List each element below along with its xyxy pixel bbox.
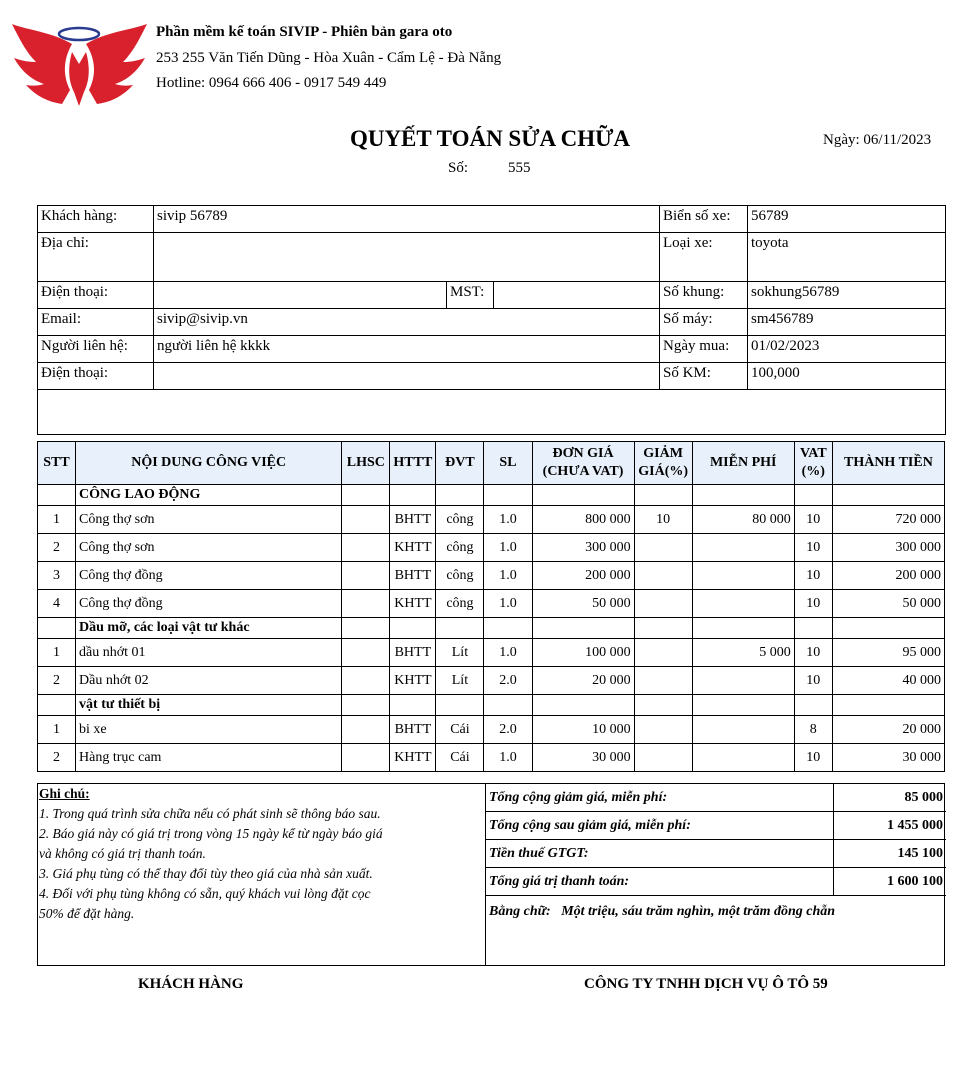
table-row [38, 639, 945, 667]
group-cell-empty [634, 695, 692, 716]
cell-dvt: công [436, 590, 484, 618]
cell-content: Hàng trục cam [76, 744, 342, 772]
group-cell-empty [38, 695, 76, 716]
page-title: QUYẾT TOÁN SỬA CHỮA [349, 126, 631, 151]
col-vat: VAT (%) [794, 442, 832, 485]
purchase-date-value: 01/02/2023 [748, 336, 946, 363]
group-cell-empty [342, 618, 390, 639]
engine-value: sm456789 [748, 309, 946, 336]
table-row [38, 590, 945, 618]
cell-content: Công thợ sơn [76, 534, 342, 562]
col-content: NỘI DUNG CÔNG VIỆC [76, 442, 342, 485]
company-name: Phần mềm kế toán SIVIP - Phiên bản gara oto [156, 24, 453, 40]
phone2-label: Điện thoại: [38, 363, 154, 390]
company-address: 253 255 Văn Tiến Dũng - Hòa Xuân - Cẩm Lệ - Đà Nẵng [156, 50, 502, 66]
table-row [38, 506, 945, 534]
group-name: Dầu mỡ, các loại vật tư khác [76, 618, 342, 639]
cell-httt: KHTT [390, 534, 436, 562]
cell-lhsc [342, 506, 390, 534]
cell-vat: 8 [794, 716, 832, 744]
cell-vat: 10 [794, 639, 832, 667]
items-table [37, 441, 945, 772]
col-httt: HTTT [390, 442, 436, 485]
cell-giamgia [634, 716, 692, 744]
group-cell-empty [832, 618, 944, 639]
table-row [38, 744, 945, 772]
col-amount: THÀNH TIỀN [832, 442, 944, 485]
group-cell-empty [794, 695, 832, 716]
tax-code-value [494, 282, 660, 309]
cell-thanhtien: 30 000 [832, 744, 944, 772]
cell-dongia: 800 000 [532, 506, 634, 534]
vat-amount-label: Tiền thuế GTGT: [486, 840, 833, 868]
cell-stt: 1 [38, 639, 76, 667]
table-row [38, 562, 945, 590]
cell-stt: 3 [38, 562, 76, 590]
group-cell-empty [532, 618, 634, 639]
tax-code-label: MST: [447, 282, 494, 309]
group-cell-empty [484, 695, 532, 716]
group-cell-empty [832, 695, 944, 716]
cell-mienphi: 80 000 [692, 506, 794, 534]
contact-value: người liên hệ kkkk [154, 336, 660, 363]
table-row [38, 534, 945, 562]
group-cell-empty [532, 695, 634, 716]
cell-sl: 1.0 [484, 534, 532, 562]
cell-dongia: 100 000 [532, 639, 634, 667]
cell-dongia: 10 000 [532, 716, 634, 744]
notes [38, 784, 485, 924]
cell-httt: BHTT [390, 716, 436, 744]
cell-content: bi xe [76, 716, 342, 744]
address-value [154, 233, 660, 282]
note-line: 1. Trong quá trình sửa chữa nếu có phát sinh sẽ thông báo sau. [39, 806, 381, 821]
cell-dongia: 20 000 [532, 667, 634, 695]
cell-content: Dầu nhớt 02 [76, 667, 342, 695]
cell-dongia: 50 000 [532, 590, 634, 618]
cell-mienphi [692, 590, 794, 618]
plate-value: 56789 [748, 206, 946, 233]
cell-content: dầu nhớt 01 [76, 639, 342, 667]
customer-signature-label: KHÁCH HÀNG [138, 976, 244, 992]
cell-content: Công thợ đồng [76, 562, 342, 590]
cell-dvt: công [436, 562, 484, 590]
phone-label: Điện thoại: [38, 282, 154, 309]
grand-total-label: Tổng giá trị thanh toán: [486, 868, 833, 896]
cell-thanhtien: 300 000 [832, 534, 944, 562]
phone2-value [154, 363, 660, 390]
email-value: sivip@sivip.vn [154, 309, 660, 336]
amount-in-words [489, 904, 835, 920]
group-cell-empty [794, 618, 832, 639]
company-hotline: Hotline: 0964 666 406 - 0917 549 449 [156, 75, 387, 91]
winged-logo-icon [12, 22, 147, 110]
cell-stt: 1 [38, 716, 76, 744]
cell-lhsc [342, 667, 390, 695]
chassis-label: Số khung: [660, 282, 748, 309]
cell-sl: 1.0 [484, 639, 532, 667]
totals [485, 784, 947, 965]
km-label: Số KM: [660, 363, 748, 390]
summary-block [37, 783, 945, 966]
note-line: 2. Báo giá này có giá trị trong vòng 15 ngày kể từ ngày báo giá [39, 826, 383, 841]
note-line: và không có giá trị thanh toán. [39, 846, 206, 861]
cell-giamgia [634, 590, 692, 618]
cell-dvt: Cái [436, 716, 484, 744]
customer-info-table [37, 205, 946, 435]
table-row [38, 716, 945, 744]
group-row [38, 618, 945, 639]
cell-vat: 10 [794, 667, 832, 695]
note-line: 3. Giá phụ tùng có thể thay đổi tùy theo giá của nhà sản xuất. [39, 866, 373, 881]
group-cell-empty [832, 485, 944, 506]
table-row [38, 667, 945, 695]
cell-dvt: Lít [436, 667, 484, 695]
cell-mienphi [692, 667, 794, 695]
cell-stt: 2 [38, 744, 76, 772]
cell-lhsc [342, 562, 390, 590]
cell-sl: 1.0 [484, 590, 532, 618]
doc-number-label: Số: [448, 160, 469, 176]
cell-mienphi [692, 716, 794, 744]
cell-thanhtien: 200 000 [832, 562, 944, 590]
cell-vat: 10 [794, 562, 832, 590]
col-stt: STT [38, 442, 76, 485]
purchase-date-label: Ngày mua: [660, 336, 748, 363]
cell-lhsc [342, 590, 390, 618]
cell-mienphi [692, 534, 794, 562]
cell-lhsc [342, 744, 390, 772]
cell-httt: BHTT [390, 562, 436, 590]
col-discount: GIẢM GIÁ(%) [634, 442, 692, 485]
cell-vat: 10 [794, 506, 832, 534]
km-value: 100,000 [748, 363, 946, 390]
cell-sl: 1.0 [484, 506, 532, 534]
group-cell-empty [484, 485, 532, 506]
col-free: MIỄN PHÍ [692, 442, 794, 485]
group-cell-empty [436, 695, 484, 716]
cell-thanhtien: 20 000 [832, 716, 944, 744]
cell-dvt: Lít [436, 639, 484, 667]
group-cell-empty [794, 485, 832, 506]
car-type-value: toyota [748, 233, 946, 282]
group-cell-empty [634, 485, 692, 506]
cell-content: Công thợ sơn [76, 506, 342, 534]
cell-sl: 2.0 [484, 716, 532, 744]
cell-stt: 2 [38, 667, 76, 695]
cell-giamgia [634, 667, 692, 695]
group-cell-empty [484, 618, 532, 639]
cell-httt: KHTT [390, 667, 436, 695]
cell-httt: KHTT [390, 590, 436, 618]
cell-dongia: 200 000 [532, 562, 634, 590]
note-line: 4. Đối với phụ tùng không có sẵn, quý khách vui lòng đặt cọc [39, 886, 371, 901]
notes-title: Ghi chú: [39, 786, 90, 801]
cell-vat: 10 [794, 744, 832, 772]
cell-lhsc [342, 716, 390, 744]
group-cell-empty [532, 485, 634, 506]
col-sl: SL [484, 442, 532, 485]
group-cell-empty [342, 695, 390, 716]
group-cell-empty [692, 695, 794, 716]
group-cell-empty [390, 695, 436, 716]
group-cell-empty [692, 618, 794, 639]
total-discount-label: Tổng cộng giảm giá, miễn phí: [486, 784, 833, 812]
group-row [38, 695, 945, 716]
group-cell-empty [634, 618, 692, 639]
cell-sl: 2.0 [484, 667, 532, 695]
plate-label: Biển số xe: [660, 206, 748, 233]
cell-mienphi [692, 562, 794, 590]
group-cell-empty [38, 485, 76, 506]
cell-dongia: 300 000 [532, 534, 634, 562]
cell-dvt: công [436, 534, 484, 562]
group-name: vật tư thiết bị [76, 695, 342, 716]
cell-dongia: 30 000 [532, 744, 634, 772]
amount-in-words-value: Một triệu, sáu trăm nghìn, một trăm đồng chẵn [561, 904, 836, 919]
vat-amount-value: 145 100 [833, 840, 946, 868]
cell-stt: 2 [38, 534, 76, 562]
note-line: 50% để đặt hàng. [39, 906, 135, 921]
total-after-value: 1 455 000 [833, 812, 946, 840]
group-cell-empty [692, 485, 794, 506]
grand-total-value: 1 600 100 [833, 868, 946, 896]
amount-in-words-label: Bằng chữ: [489, 904, 551, 919]
cell-vat: 10 [794, 534, 832, 562]
cell-lhsc [342, 639, 390, 667]
cell-thanhtien: 95 000 [832, 639, 944, 667]
cell-giamgia [634, 639, 692, 667]
cell-mienphi: 5 000 [692, 639, 794, 667]
doc-number-value: 555 [508, 160, 531, 176]
group-name: CÔNG LAO ĐỘNG [76, 485, 342, 506]
group-cell-empty [390, 618, 436, 639]
contact-label: Người liên hệ: [38, 336, 154, 363]
group-cell-empty [436, 618, 484, 639]
cell-vat: 10 [794, 590, 832, 618]
col-unit-price: ĐƠN GIÁ (CHƯA VAT) [532, 442, 634, 485]
cell-stt: 4 [38, 590, 76, 618]
group-row [38, 485, 945, 506]
cell-httt: KHTT [390, 744, 436, 772]
cell-sl: 1.0 [484, 562, 532, 590]
engine-label: Số máy: [660, 309, 748, 336]
cell-giamgia [634, 562, 692, 590]
cell-thanhtien: 40 000 [832, 667, 944, 695]
group-cell-empty [342, 485, 390, 506]
company-signature-label: CÔNG TY TNHH DỊCH VỤ Ô TÔ 59 [584, 976, 828, 992]
cell-httt: BHTT [390, 639, 436, 667]
cell-lhsc [342, 534, 390, 562]
email-label: Email: [38, 309, 154, 336]
cell-giamgia [634, 534, 692, 562]
car-type-label: Loại xe: [660, 233, 748, 282]
col-dvt: ĐVT [436, 442, 484, 485]
cell-thanhtien: 720 000 [832, 506, 944, 534]
spacer-row [38, 390, 946, 435]
doc-number [448, 160, 531, 177]
total-after-label: Tổng cộng sau giảm giá, miễn phí: [486, 812, 833, 840]
cell-mienphi [692, 744, 794, 772]
cell-stt: 1 [38, 506, 76, 534]
col-lhsc: LHSC [342, 442, 390, 485]
cell-dvt: công [436, 506, 484, 534]
cell-thanhtien: 50 000 [832, 590, 944, 618]
cell-sl: 1.0 [484, 744, 532, 772]
group-cell-empty [390, 485, 436, 506]
chassis-value: sokhung56789 [748, 282, 946, 309]
group-cell-empty [436, 485, 484, 506]
address-label: Địa chỉ: [38, 233, 154, 282]
cell-httt: BHTT [390, 506, 436, 534]
cell-dvt: Cái [436, 744, 484, 772]
customer-value: sivip 56789 [154, 206, 660, 233]
cell-giamgia: 10 [634, 506, 692, 534]
doc-date: Ngày: 06/11/2023 [823, 132, 932, 148]
group-cell-empty [38, 618, 76, 639]
cell-giamgia [634, 744, 692, 772]
customer-label: Khách hàng: [38, 206, 154, 233]
cell-content: Công thợ đồng [76, 590, 342, 618]
total-discount-value: 85 000 [833, 784, 946, 812]
phone-value [154, 282, 447, 309]
